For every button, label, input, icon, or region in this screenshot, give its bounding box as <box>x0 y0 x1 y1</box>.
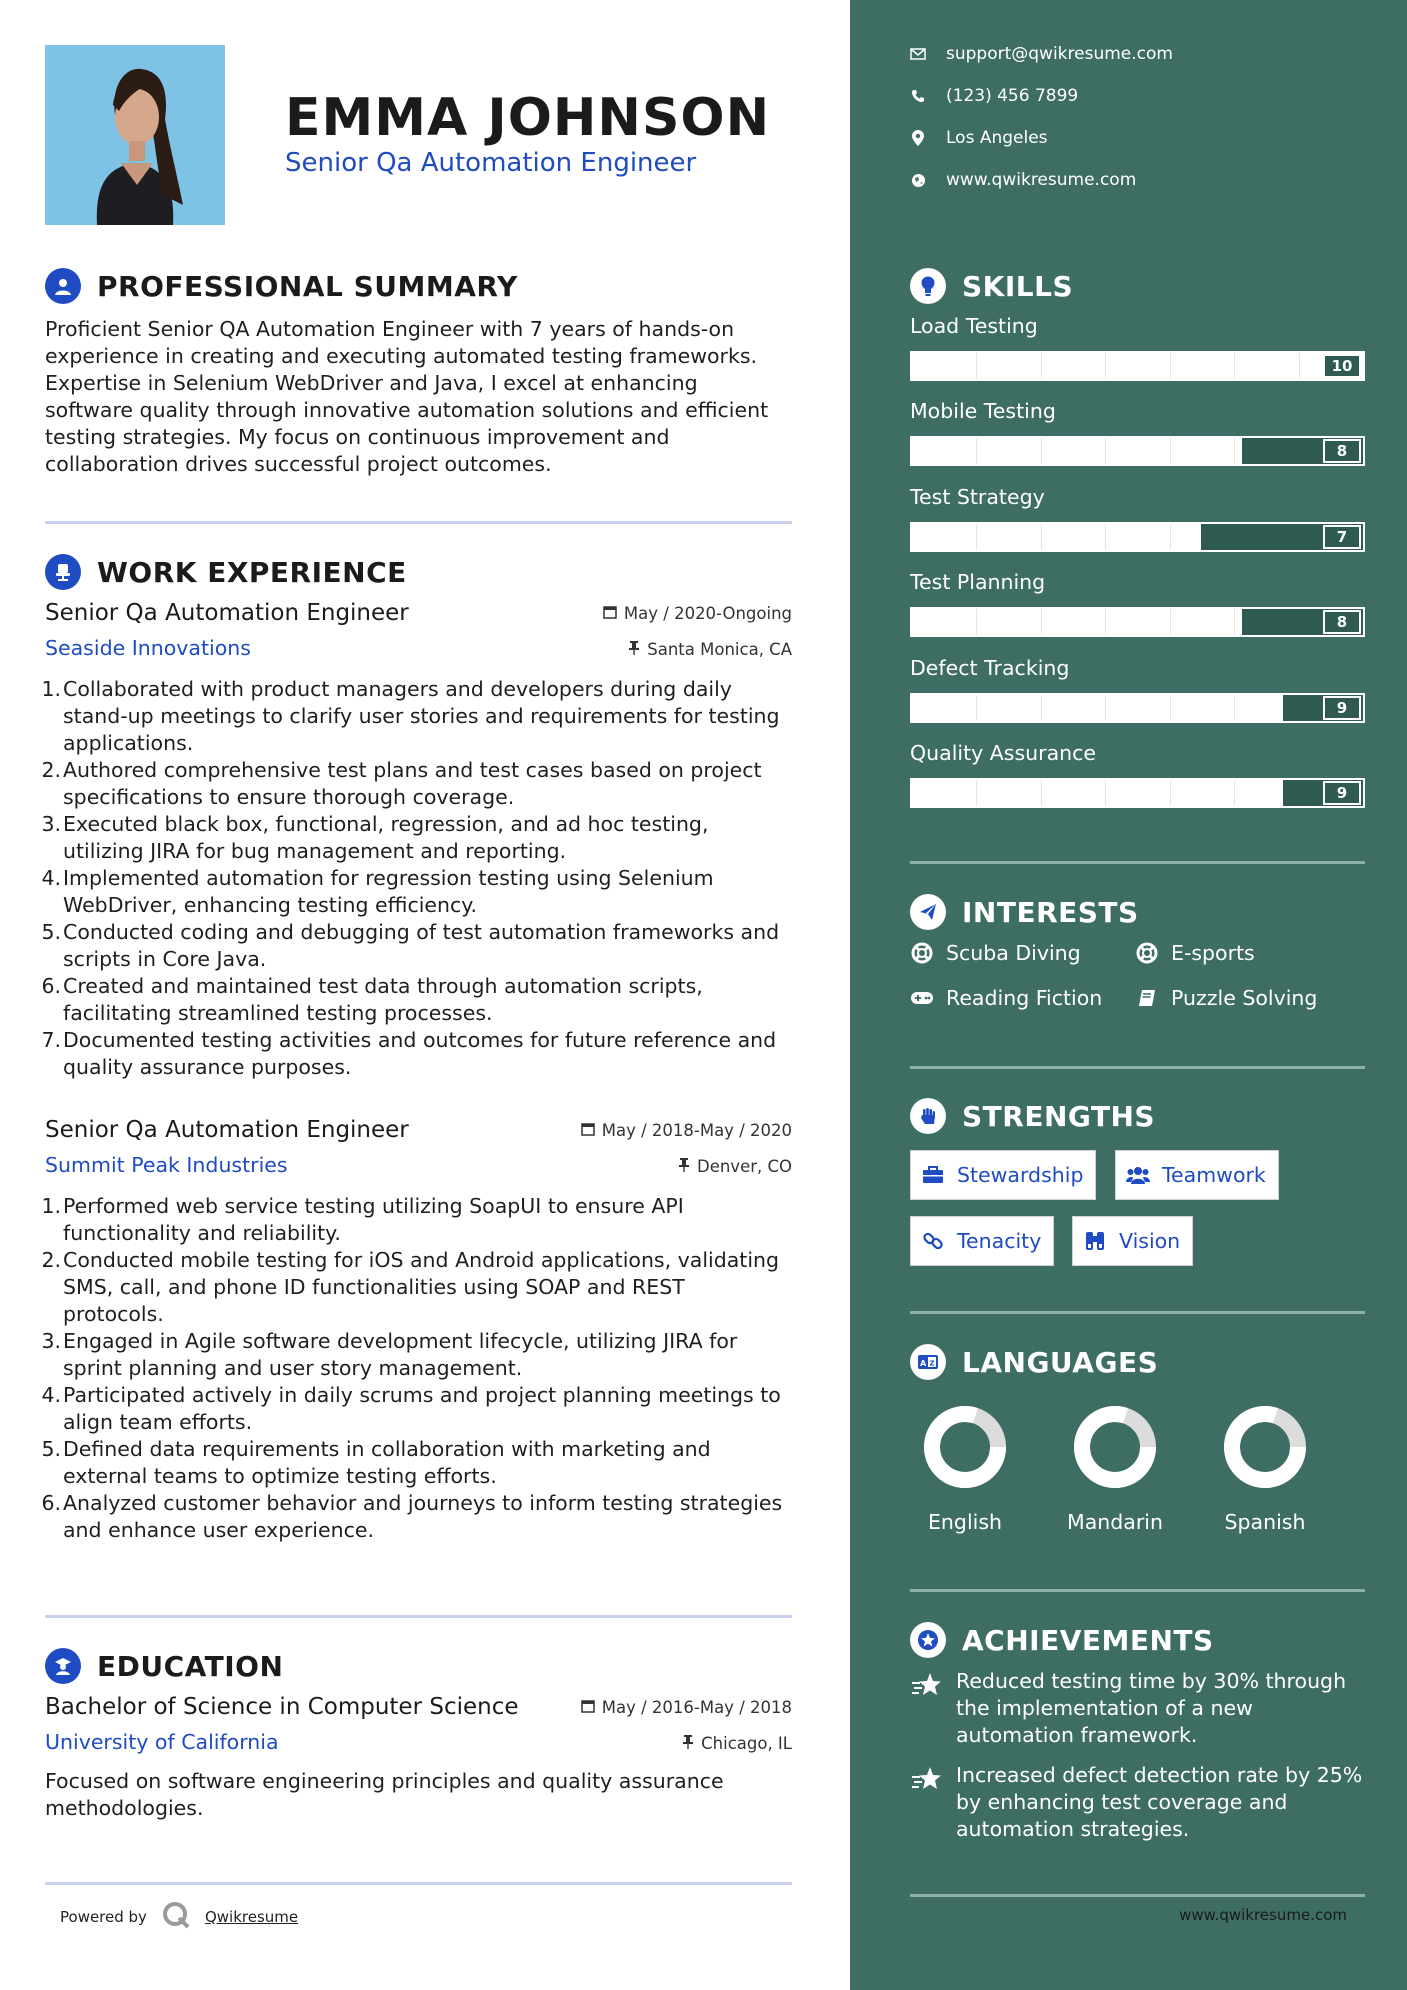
list-item: 4. Participated actively in daily scrums and project planning meetings to align team efforts. <box>41 1383 781 1434</box>
list-item: 3. Engaged in Agile software development lifecycle, utilizing JIRA for sprint planning and user story management. <box>41 1329 738 1380</box>
shooting-star-icon <box>910 1670 944 1700</box>
skill-bar-fill <box>912 438 1242 464</box>
education-location <box>682 1734 792 1753</box>
envelope-icon <box>910 46 926 62</box>
job-title: Senior Qa Automation Engineer <box>45 1117 409 1143</box>
skill-bar-segment <box>976 695 977 721</box>
language-label: Spanish <box>1224 1510 1306 1534</box>
skill-bar-fill <box>912 780 1283 806</box>
job-title: Senior Qa Automation Engineer <box>45 600 409 626</box>
skill-bar-segment <box>1234 780 1235 806</box>
skill-bar-segment <box>1234 695 1235 721</box>
contact-website-text: www.qwikresume.com <box>946 170 1137 190</box>
skill-score: 8 <box>1323 439 1361 463</box>
gamepad-icon <box>910 986 934 1010</box>
skill-bar-segment <box>1105 609 1106 635</box>
interest-label: Scuba Diving <box>946 941 1081 965</box>
skills-title: SKILLS <box>962 269 1074 303</box>
strength-label: Teamwork <box>1162 1163 1266 1187</box>
map-marker-icon <box>910 130 926 146</box>
list-item: 6. Created and maintained test data through automation scripts, facilitating streamlined testing processes. <box>41 974 703 1025</box>
chair-icon <box>45 554 81 590</box>
strength-label: Stewardship <box>957 1163 1084 1187</box>
degree: Bachelor of Science in Computer Science <box>45 1694 519 1720</box>
skill-item <box>910 741 1365 808</box>
strength-badge <box>1072 1216 1193 1266</box>
lightbulb-icon <box>910 268 946 304</box>
graduate-icon <box>45 1648 81 1684</box>
list-item: 2. Conducted mobile testing for iOS and Android applications, validating SMS, call, and phone ID functionalities using SOAP and REST protocols. <box>41 1248 780 1326</box>
education-description: Focused on software engineering principles and quality assurance methodologies. <box>45 1769 724 1820</box>
job-dates <box>603 604 792 623</box>
skill-bar-segment <box>1170 609 1171 635</box>
education-heading <box>45 1648 283 1684</box>
skill-bar-fill <box>912 609 1242 635</box>
skill-bar-segment <box>1170 353 1171 379</box>
divider <box>910 1066 1365 1069</box>
brand-link[interactable]: Qwikresume <box>204 1908 299 1926</box>
hand-icon <box>910 1098 946 1134</box>
skill-bar-segment <box>1105 438 1106 464</box>
skill-name: Quality Assurance <box>910 741 1097 765</box>
list-item: 4. Implemented automation for regression testing using Selenium WebDriver, enhancing testing efficiency. <box>41 866 714 917</box>
skill-bar-segment <box>1105 780 1106 806</box>
list-item: 7. Documented testing activities and outcomes for future reference and quality assurance purposes. <box>41 1028 777 1079</box>
education-dates <box>581 1698 792 1717</box>
achievement-item <box>910 1668 1365 1749</box>
powered-by-label: Powered by <box>60 1908 147 1926</box>
footer-website[interactable]: www.qwikresume.com <box>1179 1906 1347 1924</box>
briefcase-icon <box>921 1163 945 1187</box>
divider <box>910 1311 1365 1314</box>
education-entry <box>45 1694 792 1822</box>
skill-bar-segment <box>1105 524 1106 550</box>
interest-item <box>910 941 1081 965</box>
language-item <box>1060 1402 1170 1534</box>
job-entry <box>41 1117 792 1544</box>
job-bullets <box>41 676 792 1081</box>
list-item: 5. Conducted coding and debugging of test automation frameworks and scripts in Core Java. <box>41 920 780 971</box>
skill-item <box>910 399 1365 466</box>
job-dates <box>581 1121 792 1140</box>
skill-bar-segment <box>1105 353 1106 379</box>
skill-bar-segment <box>1170 695 1171 721</box>
achievement-item <box>910 1762 1365 1843</box>
job-dates-text: May / 2018-May / 2020 <box>601 1121 792 1140</box>
skill-bar-segment <box>1170 438 1171 464</box>
interests-title: INTERESTS <box>962 895 1139 929</box>
strength-badge <box>910 1150 1096 1200</box>
contact-website[interactable] <box>910 170 1136 190</box>
globe-icon <box>910 172 926 188</box>
language-item <box>1210 1402 1320 1534</box>
calendar-icon <box>581 1698 595 1717</box>
skill-bar-segment <box>1299 353 1300 379</box>
skill-bar <box>910 436 1365 466</box>
skill-bar-segment <box>976 353 977 379</box>
skill-name: Defect Tracking <box>910 655 1070 680</box>
skill-bar <box>910 778 1365 808</box>
skill-score: 9 <box>1323 696 1361 720</box>
interest-item <box>1135 941 1255 965</box>
profile-photo <box>45 45 225 225</box>
language-label: Mandarin <box>1067 1510 1163 1534</box>
job-location-text: Denver, CO <box>696 1157 792 1176</box>
candidate-name: EMMA JOHNSON <box>285 88 771 148</box>
divider <box>910 1589 1365 1592</box>
language-label: English <box>927 1510 1003 1534</box>
skill-bar-segment <box>1170 780 1171 806</box>
job-bullets <box>41 1193 792 1544</box>
skill-bar-segment <box>1105 695 1106 721</box>
contact-email-text: support@qwikresume.com <box>946 44 1173 64</box>
pin-icon <box>678 1157 690 1176</box>
experience-heading <box>45 554 407 590</box>
interest-label: Puzzle Solving <box>1171 986 1318 1010</box>
interest-item <box>910 986 1102 1010</box>
shooting-star-icon <box>910 1764 944 1794</box>
list-item: 2. Authored comprehensive test plans and test cases based on project specifications to ensure thorough coverage. <box>41 758 762 809</box>
job-company: Summit Peak Industries <box>45 1153 288 1177</box>
skill-name: Load Testing <box>910 314 1038 338</box>
skill-bar-segment <box>1234 609 1235 635</box>
job-location-text: Santa Monica, CA <box>647 640 792 659</box>
skill-bar-segment <box>1041 524 1042 550</box>
contact-location <box>910 128 1048 148</box>
skill-bar <box>910 693 1365 723</box>
contact-phone <box>910 86 1078 106</box>
candidate-title: Senior Qa Automation Engineer <box>285 148 697 178</box>
skill-bar-segment <box>1041 438 1042 464</box>
skill-item <box>910 656 1365 723</box>
school: University of California <box>45 1730 279 1754</box>
phone-icon <box>910 88 926 104</box>
skill-bar-segment <box>976 438 977 464</box>
job-company: Seaside Innovations <box>45 636 251 660</box>
education-title: EDUCATION <box>97 1649 284 1683</box>
powered-by <box>60 1900 298 1934</box>
qwikresume-logo-icon <box>161 1900 191 1934</box>
skill-bar <box>910 522 1365 552</box>
skill-score: 7 <box>1323 525 1361 549</box>
strength-label: Tenacity <box>957 1229 1042 1253</box>
skill-bar-fill <box>912 695 1283 721</box>
language-item <box>910 1402 1020 1534</box>
skill-bar-segment <box>976 524 977 550</box>
summary-text: Proficient Senior QA Automation Engineer with 7 years of hands-on experience in creating and executing automated testing frameworks. Expertise in Selenium WebDriver and Java, I excel at enhancing software quality through innovative automation solutions and efficient testing strategies. My focus on continuous improvement and collaboration drives successful project outcomes. <box>45 317 769 476</box>
divider <box>45 521 792 524</box>
binoculars-icon <box>1083 1229 1107 1253</box>
skill-name: Test Strategy <box>910 484 1045 509</box>
skill-bar-fill <box>912 524 1201 550</box>
strength-label: Vision <box>1119 1229 1181 1253</box>
language-level-donut <box>1070 1402 1160 1492</box>
skill-bar-segment <box>976 780 977 806</box>
list-item: 6. Analyzed customer behavior and journeys to inform testing strategies and enhance user experience. <box>41 1491 783 1542</box>
skill-item <box>910 314 1365 381</box>
skill-bar-segment <box>1234 438 1235 464</box>
divider <box>910 1894 1365 1897</box>
list-item: 3. Executed black box, functional, regression, and ad hoc testing, utilizing JIRA for bug management and reporting. <box>41 812 709 863</box>
job-location <box>628 640 792 659</box>
skills-heading <box>910 268 1073 304</box>
skill-bar-segment <box>1041 353 1042 379</box>
pin-icon <box>682 1734 694 1753</box>
divider <box>910 861 1365 864</box>
languages-title: LANGUAGES <box>962 1345 1159 1379</box>
list-item: 1. Collaborated with product managers and developers during daily stand-up meetings to clarify user stories and requirements for testing applications. <box>41 677 780 755</box>
experience-title: WORK EXPERIENCE <box>97 555 407 589</box>
language-level-donut <box>1220 1402 1310 1492</box>
life-ring-icon <box>910 941 934 965</box>
job-entry <box>41 600 792 1081</box>
strength-badge <box>910 1216 1054 1266</box>
book-icon <box>1135 986 1159 1010</box>
star-badge-icon <box>910 1622 946 1658</box>
summary-title: PROFESSIONAL SUMMARY <box>97 269 518 303</box>
contact-phone-text: (123) 456 7899 <box>946 86 1079 106</box>
paper-plane-icon <box>910 894 946 930</box>
summary-heading <box>45 268 518 304</box>
skill-bar <box>910 607 1365 637</box>
languages-heading <box>910 1344 1158 1380</box>
strengths-heading <box>910 1098 1155 1134</box>
strengths-title: STRENGTHS <box>962 1099 1156 1133</box>
list-item: 5. Defined data requirements in collaboration with marketing and external teams to optimize testing efforts. <box>41 1437 711 1488</box>
achievements-heading <box>910 1622 1214 1658</box>
skill-bar-segment <box>1170 524 1171 550</box>
skill-bar-segment <box>1041 695 1042 721</box>
skill-bar-segment <box>1041 780 1042 806</box>
skill-bar-segment <box>1234 353 1235 379</box>
skill-bar-segment <box>976 609 977 635</box>
pin-icon <box>628 640 640 659</box>
skill-bar <box>910 351 1365 381</box>
achievement-text: Increased defect detection rate by 25% by enhancing test coverage and automation strategies. <box>956 1763 1363 1841</box>
user-icon <box>45 268 81 304</box>
contact-email[interactable] <box>910 44 1173 64</box>
interest-item <box>1135 986 1317 1010</box>
achievements-title: ACHIEVEMENTS <box>962 1623 1214 1657</box>
skill-score: 10 <box>1323 354 1361 378</box>
interest-label: Reading Fiction <box>946 986 1103 1010</box>
strength-badge <box>1115 1150 1279 1200</box>
divider <box>45 1615 792 1618</box>
education-dates-text: May / 2016-May / 2018 <box>601 1698 792 1717</box>
svg-text:Z: Z <box>929 1359 935 1368</box>
skill-bar-fill <box>912 353 1363 379</box>
calendar-icon <box>603 604 617 623</box>
language-level-donut <box>920 1402 1010 1492</box>
achievement-text: Reduced testing time by 30% through the implementation of a new automation framework. <box>956 1669 1347 1747</box>
skill-bar-segment <box>1041 609 1042 635</box>
contact-location-text: Los Angeles <box>946 128 1048 148</box>
education-location-text: Chicago, IL <box>701 1734 792 1753</box>
translate-icon <box>910 1344 946 1380</box>
link-icon <box>921 1229 945 1253</box>
users-icon <box>1126 1163 1150 1187</box>
skill-item <box>910 485 1365 552</box>
skill-name: Test Planning <box>910 570 1046 595</box>
skill-item <box>910 570 1365 637</box>
divider <box>45 1882 792 1885</box>
sidebar <box>850 0 1407 1990</box>
job-location <box>678 1157 792 1176</box>
interest-label: E-sports <box>1171 941 1255 965</box>
svg-text:A: A <box>920 1359 927 1368</box>
calendar-icon <box>581 1121 595 1140</box>
skill-name: Mobile Testing <box>910 399 1056 424</box>
interests-heading <box>910 894 1139 930</box>
job-dates-text: May / 2020-Ongoing <box>623 604 792 623</box>
skill-score: 8 <box>1323 610 1361 634</box>
life-ring-icon <box>1135 941 1159 965</box>
list-item: 1. Performed web service testing utilizing SoapUI to ensure API functionality and reliability. <box>41 1194 684 1245</box>
skill-score: 9 <box>1323 781 1361 805</box>
